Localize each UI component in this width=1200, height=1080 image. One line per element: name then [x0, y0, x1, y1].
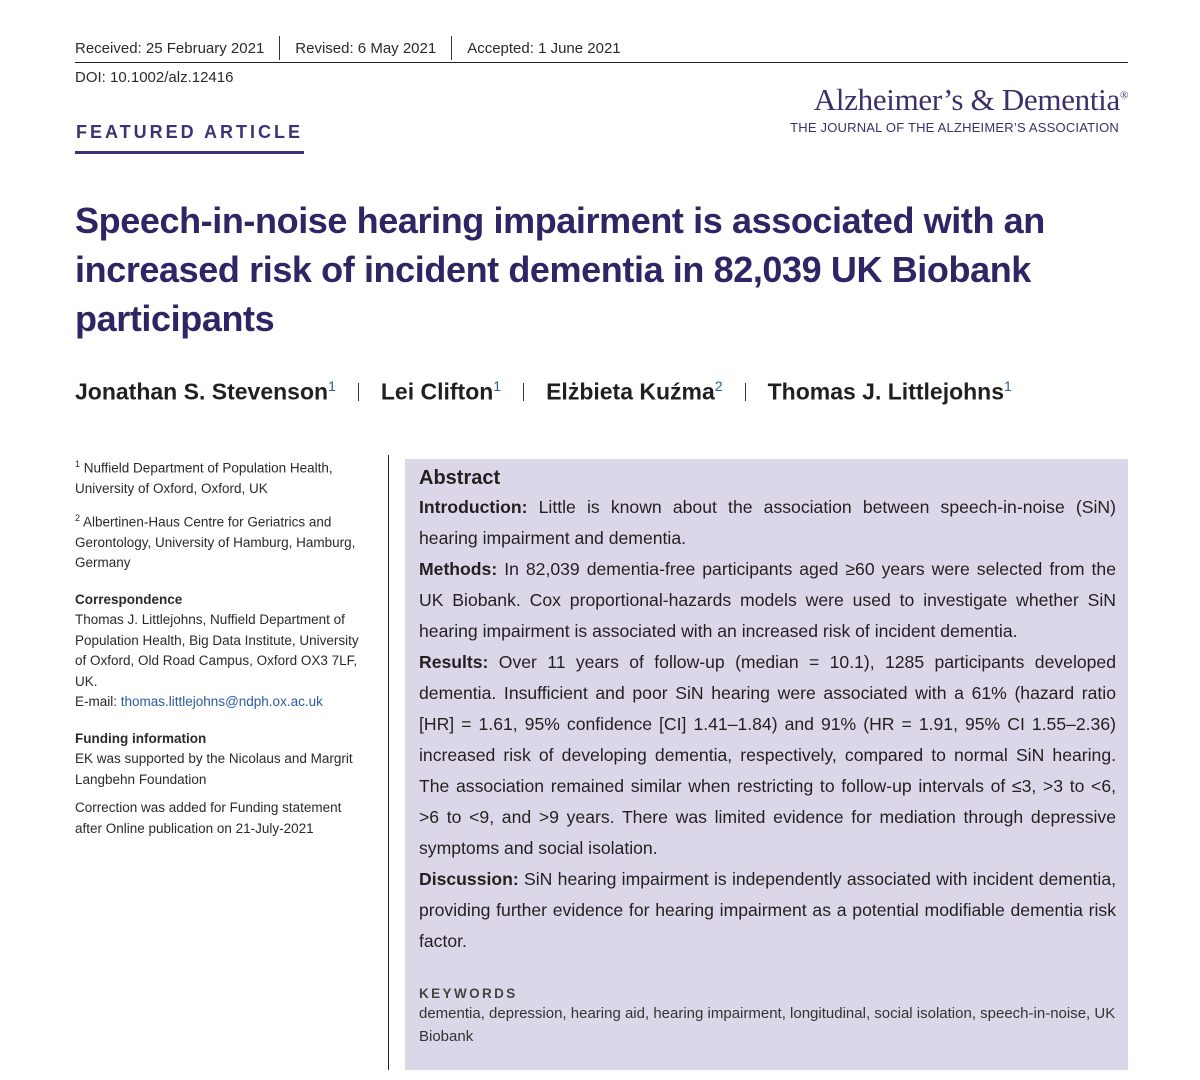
section-text: SiN hearing impairment is independently associated with incident dementia, providing further evidence for hearing impairment as a potential modifiable dementia risk factor. [419, 869, 1116, 951]
affiliation-text: Nuffield Department of Population Health, University of Oxford, Oxford, UK [75, 460, 333, 496]
abstract-methods [419, 554, 1116, 647]
affiliation-marker[interactable]: 1 [1004, 378, 1012, 394]
article-dates [75, 36, 1128, 60]
author-name: Thomas J. Littlejohns [767, 378, 1005, 405]
section-label: Introduction: [419, 497, 528, 517]
author[interactable] [546, 378, 723, 406]
author-name: Lei Clifton [380, 378, 494, 405]
author-name: Elżbieta Kuźma [546, 378, 715, 405]
doi[interactable]: DOI: 10.1002/alz.12416 [75, 69, 234, 86]
email-label: E-mail: [75, 694, 121, 709]
section-text: Over 11 years of follow-up (median = 10.1), 1285 participants developed dementia. Insufficient and poor SiN hearing were associated with a 61% (hazard ratio [HR] = 1.61, 95% confidence [CI] 1.41–1.84) and 91% (HR = 1.91, 95% CI 1.55–2.36) increased risk of developing dementia, respectively, compared to normal SiN hearing. The association remained similar when restricting to follow-up intervals of ≤3, >3 to <6, >6 to <9, and >9 years. There was limited evidence for mediation through depressive symptoms and social isolation. [419, 652, 1116, 858]
section-label: Discussion: [419, 869, 519, 889]
article-type: FEATURED ARTICLE [76, 122, 303, 142]
section-label: Methods: [419, 559, 498, 579]
correction-note: Correction was added for Funding statement after Online publication on 21-July-2021 [75, 800, 342, 836]
abstract-discussion [419, 864, 1116, 957]
article-sidebar [75, 454, 367, 847]
correspondence-address: Thomas J. Littlejohns, Nuffield Department of Population Health, Big Data Institute, University of Oxford, Old Road Campus, Oxford OX3 7LF, UK. [75, 612, 359, 689]
keywords-heading: KEYWORDS [419, 986, 518, 1001]
affiliation-number: 2 [75, 512, 81, 523]
section-text: In 82,039 dementia-free participants aged ≥60 years were selected from the UK Biobank. Cox proportional-hazards models were used to investigate whether SiN hearing impairment is associated with an increased risk of incident dementia. [419, 559, 1116, 641]
abstract-introduction [419, 492, 1116, 554]
author[interactable] [75, 378, 336, 406]
author[interactable] [381, 378, 501, 406]
journal-logo [814, 82, 1128, 118]
section-label: Results: [419, 652, 489, 672]
abstract-heading: Abstract [419, 467, 501, 489]
accepted-date: Accepted: 1 June 2021 [467, 39, 621, 57]
divider [451, 36, 452, 60]
section-text: Little is known about the association between speech-in-noise (SiN) hearing impairment and dementia. [419, 497, 1116, 548]
funding-heading: Funding information [75, 730, 207, 746]
column-divider [388, 455, 389, 1070]
affiliation [75, 508, 367, 574]
abstract-box [405, 459, 1128, 1070]
journal-name: Alzheimer’s & Dementia [813, 82, 1120, 117]
author[interactable] [768, 378, 1012, 406]
author-list [75, 378, 1012, 406]
affiliation-number: 1 [75, 459, 81, 469]
divider [279, 36, 280, 60]
registered-mark: ® [1119, 89, 1128, 102]
divider [523, 383, 524, 401]
revised-date: Revised: 6 May 2021 [295, 39, 437, 57]
header-rule [75, 62, 1128, 63]
author-name: Jonathan S. Stevenson [75, 378, 329, 405]
funding-text: EK was supported by the Nicolaus and Margrit Langbehn Foundation [75, 751, 353, 787]
article-title: Speech-in-noise hearing impairment is associated with an increased risk of incident dementia in 82,039 UK Biobank participants [75, 200, 1045, 339]
abstract-results [419, 647, 1116, 864]
email-link[interactable]: thomas.littlejohns@ndph.ox.ac.uk [120, 694, 323, 709]
affiliation-marker[interactable]: 1 [493, 378, 502, 394]
divider [745, 383, 746, 401]
keywords-list: dementia, depression, hearing aid, hearing impairment, longitudinal, social isolation, speech-in-noise, UK Biobank [419, 1005, 1116, 1045]
article-type-underline [75, 151, 304, 154]
received-date: Received: 25 February 2021 [75, 39, 265, 57]
journal-subtitle: THE JOURNAL OF THE ALZHEIMER’S ASSOCIATION [790, 120, 1119, 135]
correspondence-heading: Correspondence [75, 591, 183, 607]
divider [358, 383, 359, 401]
affiliation-marker[interactable]: 1 [328, 378, 336, 394]
affiliation-marker[interactable]: 2 [714, 378, 723, 394]
affiliation [75, 454, 367, 500]
affiliation-text: Albertinen-Haus Centre for Geriatrics and Gerontology, University of Hamburg, Hamburg, Germany [75, 514, 356, 570]
correspondence-text [75, 610, 367, 713]
